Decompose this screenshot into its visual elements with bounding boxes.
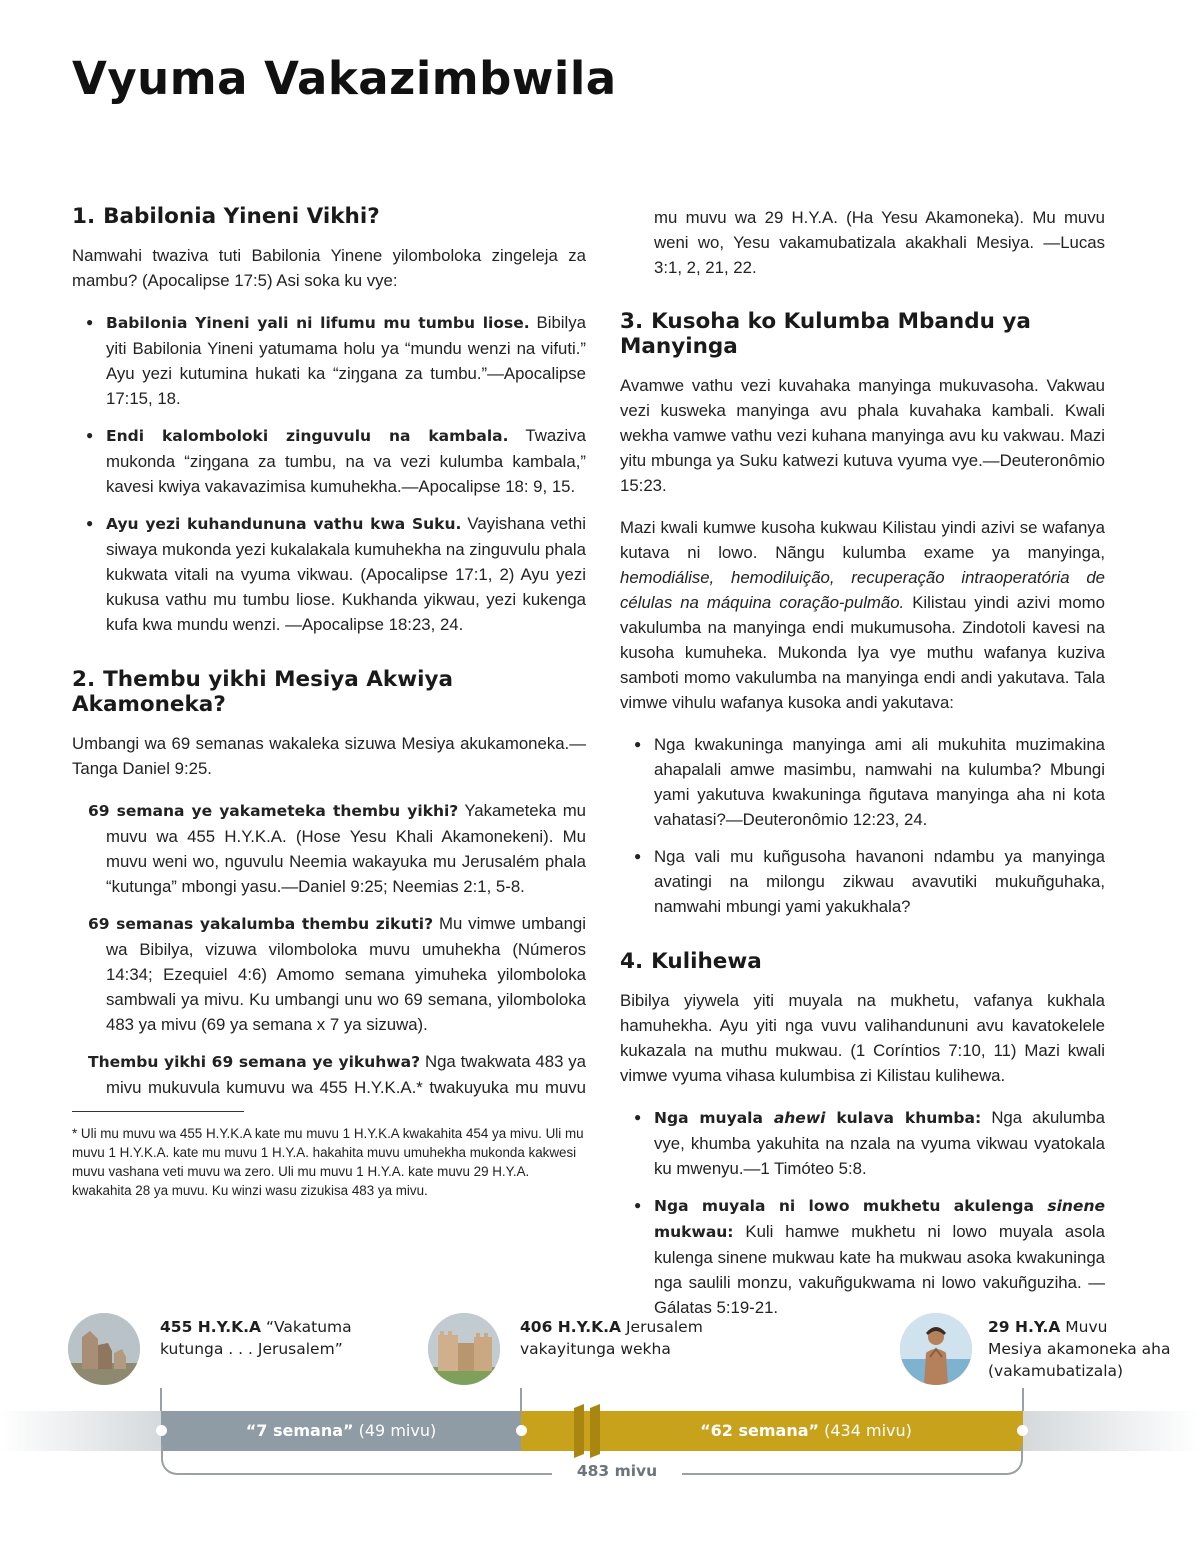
continued-question-text: mu muvu wa 29 H.Y.A. (Ha Yesu Akamoneka). Mu muvu weni wo, Yesu vakamubatizala akakhali Mesiya. —Lucas 3:1, 2, 21, 22.: [654, 208, 1105, 277]
footnote-separator: [72, 1111, 244, 1112]
list-item: ● Ayu yezi kuhandununa vathu kwa Suku. Vayishana vethi siwaya mukonda yezi kukalakala kumuhekha na zinguvulu phala kukwata vitali na vyuma vikwau. (Apocalipse 17:1, 2) Ayu yezi kukusa vathu mu tumbu liose. Kukhanda yikwau, yezi kukenga kufa kwa mundu wenzi. —Apocalipse 18:23, 24.: [86, 511, 586, 637]
timeline-event-3: 29 H.Y.A Muvu Mesiya akamoneka aha (vakamubatizala): [988, 1318, 1171, 1380]
section-2-intro: Umbangi wa 69 semanas wakaleka sizuwa Mesiya akukamoneka.—Tanga Daniel 9:25.: [72, 734, 586, 778]
section-3-p1: Avamwe vathu vezi kuvahaka manyinga mukuvasoha. Vakwau vezi kusweka manyinga avu phala kuvahaka kambali. Kwali wekha vamwe vathu vezi kuhana manyinga avu ku vakwau. Mazi yitu mbunga ya Suku katwezi kutuva vyuma vye.—Deuteronômio 15:23.: [620, 376, 1105, 495]
question-item: 69 semana ye yakameteka thembu yikhi? Yakameteka mu muvu wa 455 H.Y.K.A. (Hose Yesu Khali Akamonekeni). Mu muvu weni wo, nguvulu Neemia wakayuka mu Jerusalém phala “kutunga” mbongi yasu.—Daniel 9:25; Neemias 2:1, 5-8.: [88, 801, 587, 896]
period-62-weeks-label: “62 semana” (434 mivu): [700, 1421, 912, 1440]
period-7-weeks-label: “7 semana” (49 mivu): [245, 1421, 437, 1440]
section-3-bullets: [634, 732, 1105, 919]
timeline-event-2: 406 H.Y.K.A Jerusalem vakayitunga wekha: [520, 1318, 703, 1358]
section-4-intro: Bibilya yiywela yiti muyala na mukhetu, vafanya kukhala hamuhekha. Ayu yiti nga vuvu valihandununi avu kavatokelele kukazala na muthu mukwau. (1 Coríntios 7:10, 11) Mazi kwali vimwe vyuma vihasa kulumbisa zi Kilistau kulihewa.: [620, 991, 1105, 1085]
timeline-tick: [160, 1388, 162, 1412]
walled-city-illustration: [428, 1313, 500, 1385]
timeline-tick: [520, 1388, 522, 1412]
question-item: 69 semanas yakalumba thembu zikuti? Mu vimwe umbangi wa Bibilya, vizuwa vilomboloka muvu umuhekha (Números 14:34; Ezequiel 4:6) Amomo semana yimuheka yilomboloka sambwali ya mivu. Ku umbangi unu wo 69 semana, yilomboloka 483 ya mivu (69 ya semana x 7 ya sizuwa).: [88, 914, 586, 1034]
section-1-intro: Namwahi twaziva tuti Babilonia Yinene yilomboloka zingeleja za mambu? (Apocalipse 17:5) Asi soka ku vye:: [72, 246, 586, 290]
list-item: ● Nga vali mu kuñgusoha havanoni ndambu ya manyinga avatingi na milongu zikwau avavutiki mukuñguhaka, namwahi mbungi yami yakukhala?: [634, 844, 1105, 919]
list-item: ● Babilonia Yineni yali ni lifumu mu tumbu liose. Bibilya yiti Babilonia Yineni yatumama holu ya “mundu wenzi na vifuti.” Ayu yezi kutumina hukati ka “ziŋgana za tumbu.”—Apocalipse 17:15, 18.: [86, 310, 586, 411]
list-item: ● Nga muyala ni lowo mukhetu akulenga sinene mukwau: Kuli hamwe mukhetu ni lowo muyala asola kulenga sinene mukwau kate ha mukwau asoka kwakuninga nga saulili monzu, vakuñgukwama ni lowo vakuñguziha. —Gálatas 5:19-21.: [634, 1193, 1105, 1320]
footnote: * Uli mu muvu wa 455 H.Y.K.A kate mu muvu 1 H.Y.K.A kwakahita 454 ya mivu. Uli mu muvu 1 H.Y.K.A. kate mu muvu 1 H.Y.A. hakahita muvu umuhekha mukonda kakwesi muvu vashana veti muvu wa zero. Uli mu muvu 1 H.Y.A. kate muvu 29 H.Y.A. kwakahita 28 ya muvu. Ku winzi wasu zizukisa 483 ya mivu.: [72, 1126, 584, 1198]
list-item: ● Endi kalomboloki zinguvulu na kambala. Twaziva mukonda “ziŋgana za tumbu, na va vezi kulumba kambala,” kavesi kwiya vakavazimisa kumuhekha.—Apocalipse 18: 9, 15.: [86, 423, 586, 499]
page-title: Vyuma Vakazimbwila: [72, 52, 617, 105]
question-item: Thembu yikhi 69 semana ye yikuhwa? Nga twakwata 483 ya mivu mukuvula kumuvu wa 455 H.Y.K.A.* twakuyuka mu muvu: [88, 1052, 586, 1097]
right-column: [620, 204, 1105, 1338]
section-4-heading: 4. Kulihewa: [620, 949, 762, 974]
section-4-bullets: [634, 1105, 1105, 1320]
section-3-heading: 3. Kusoha ko Kulumba Mbandu ya Manyinga: [620, 309, 1031, 359]
timeline-tick: [1022, 1388, 1024, 1412]
list-item: ● Nga kwakuninga manyinga ami ali mukuhita muzimakina ahapalali amwe masimbu, namwahi na kulumba? Mbungi yami yakutuva kwakuninga ñgutava manyinga aha ni kota vahatasi?—Deuteronômio 12:23, 24.: [634, 732, 1105, 832]
left-column: [72, 204, 586, 1200]
section-1-heading: 1. Babilonia Yineni Vikhi?: [72, 204, 380, 229]
baptism-illustration: [900, 1313, 972, 1385]
timeline-event-1: 455 H.Y.K.A “Vakatuma kutunga . . . Jerusalem”: [160, 1318, 352, 1358]
section-2-heading: 2. Thembu yikhi Mesiya Akwiya Akamoneka?: [72, 667, 453, 717]
total-span-label: 483 mivu: [552, 1462, 682, 1480]
timeline-fade-left: [0, 1411, 161, 1451]
timeline-dot: [1017, 1425, 1028, 1436]
list-item: ● Nga muyala ahewi kulava khumba: Nga akulumba vye, khumba yakuhita na nzala na vyuma vikwau vyatokala ku mwenyu.—1 Timóteo 5:8.: [634, 1105, 1105, 1181]
timeline-fade-right: [1023, 1411, 1200, 1451]
section-1-bullets: [86, 310, 586, 637]
ruins-illustration: [68, 1313, 140, 1385]
continued-text: [620, 204, 1105, 279]
section-3-p2: Mazi kwali kumwe kusoha kukwau Kilistau yindi azivi se wafanya kutava ni lowo. Nãngu kulumba exame ya manyinga, hemodiálise, hemodiluição, recuperação intraoperatória de células na máquina coração-pulmão. Kilistau yindi azivi momo vakulumba na manyinga endi mukumusoha. Zindotoli kavesi na kusoha kumuheka. Mukonda lya vye muthu wafanya kuziva samboti momo vakulumba na manyinga endi andi yakutava. Tala vimwe vihulu wafanya kusoka andi yakutava:: [620, 518, 1105, 712]
